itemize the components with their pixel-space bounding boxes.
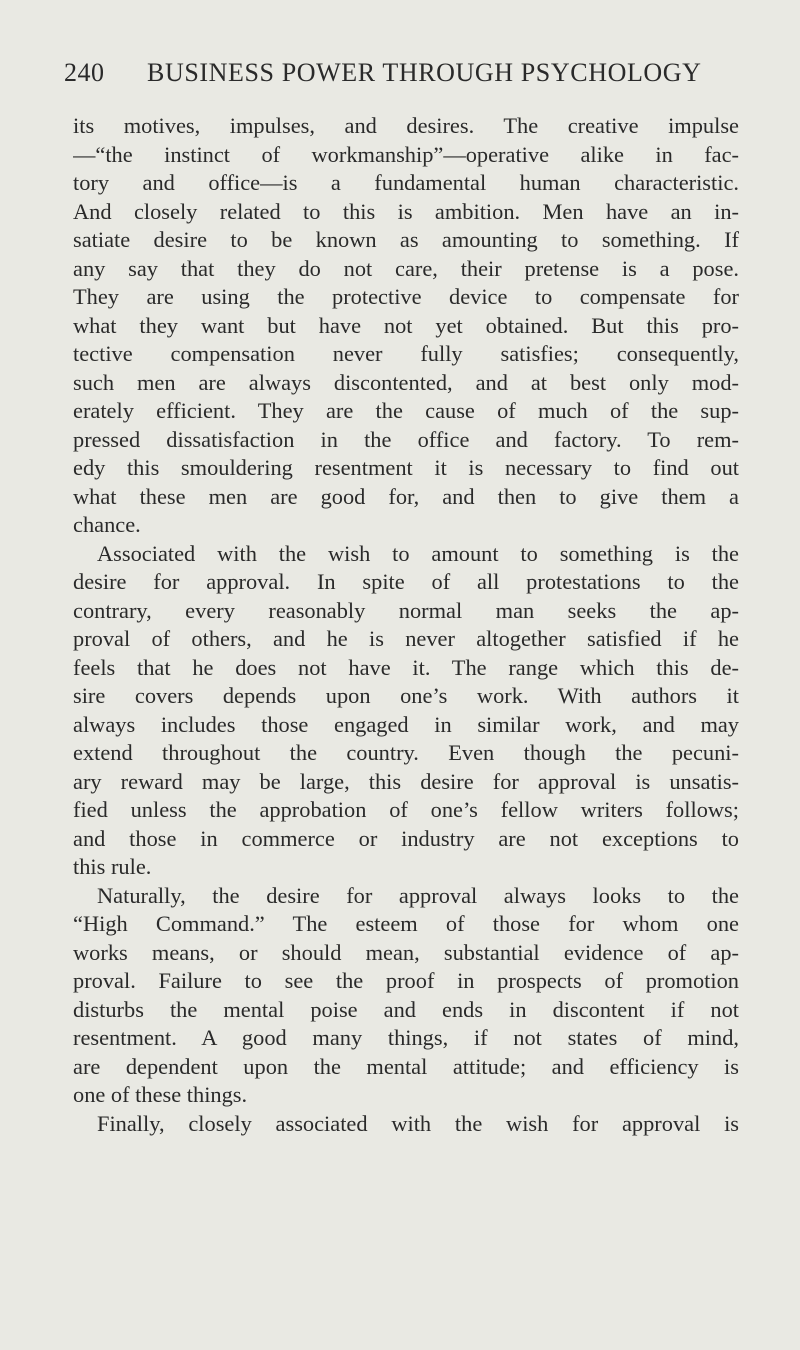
text-line: what they want but have not yet obtained. But this pro- bbox=[73, 312, 739, 338]
text-line: this rule. bbox=[73, 854, 152, 879]
text-line: pressed dissatisfaction in the office and factory. To rem- bbox=[73, 426, 739, 452]
text-line: Associated with the wish to amount to something is the bbox=[97, 540, 739, 566]
text-line: contrary, every reasonably normal man seeks the ap- bbox=[73, 597, 739, 623]
text-line: works means, or should mean, substantial evidence of ap- bbox=[73, 939, 739, 965]
text-line: extend throughout the country. Even though the pecuni- bbox=[73, 740, 739, 765]
book-title: BUSINESS POWER THROUGH PSYCHOLOGY bbox=[147, 58, 702, 87]
text-line: Naturally, the desire for approval always looks to the bbox=[97, 882, 739, 908]
text-line: Finally, closely associated with the wish for approval is bbox=[97, 1110, 739, 1136]
text-line: one of these things. bbox=[73, 1082, 248, 1107]
text-line: and those in commerce or industry are not exceptions to bbox=[73, 825, 739, 851]
text-line: its motives, impulses, and desires. The creative impulse bbox=[73, 113, 739, 138]
text-line: any say that they do not care, their pretense is a pose. bbox=[73, 255, 739, 281]
text-line: tory and office—is a fundamental human characteristic. bbox=[73, 170, 739, 195]
text-line: always includes those engaged in similar work, and may bbox=[73, 711, 739, 737]
text-line: edy this smouldering resentment it is necessary to find out bbox=[73, 455, 739, 480]
text-line: fied unless the approbation of one’s fellow writers follows; bbox=[73, 797, 739, 822]
text-line: are dependent upon the mental attitude; and efficiency is bbox=[73, 1053, 739, 1079]
text-line: resentment. A good many things, if not states of mind, bbox=[73, 1025, 739, 1050]
page-number: 240 bbox=[64, 58, 105, 87]
body-text bbox=[73, 112, 739, 1138]
text-line: disturbs the mental poise and ends in discontent if not bbox=[73, 996, 739, 1022]
text-line: what these men are good for, and then to give them a bbox=[73, 483, 739, 509]
text-line: —“the instinct of workmanship”—operative alike in fac- bbox=[73, 141, 739, 167]
running-head bbox=[64, 58, 764, 98]
text-line: erately efficient. They are the cause of much of the sup- bbox=[73, 398, 739, 423]
text-line: tective compensation never fully satisfies; consequently, bbox=[73, 341, 739, 366]
text-line: And closely related to this is ambition. Men have an in- bbox=[73, 198, 739, 224]
text-line: satiate desire to be known as amounting to something. If bbox=[73, 227, 739, 252]
text-line: sire covers depends upon one’s work. With authors it bbox=[73, 683, 739, 708]
text-line: proval of others, and he is never altogether satisfied if he bbox=[73, 626, 739, 651]
text-line: desire for approval. In spite of all protestations to the bbox=[73, 569, 739, 594]
text-line: proval. Failure to see the proof in prospects of promotion bbox=[73, 968, 739, 993]
text-line: feels that he does not have it. The range which this de- bbox=[73, 654, 739, 680]
text-line: such men are always discontented, and at best only mod- bbox=[73, 369, 739, 395]
text-line: They are using the protective device to compensate for bbox=[73, 284, 739, 309]
text-line: ary reward may be large, this desire for approval is unsatis- bbox=[73, 768, 739, 794]
text-line: chance. bbox=[73, 512, 141, 537]
text-line: “High Command.” The esteem of those for whom one bbox=[73, 911, 739, 936]
